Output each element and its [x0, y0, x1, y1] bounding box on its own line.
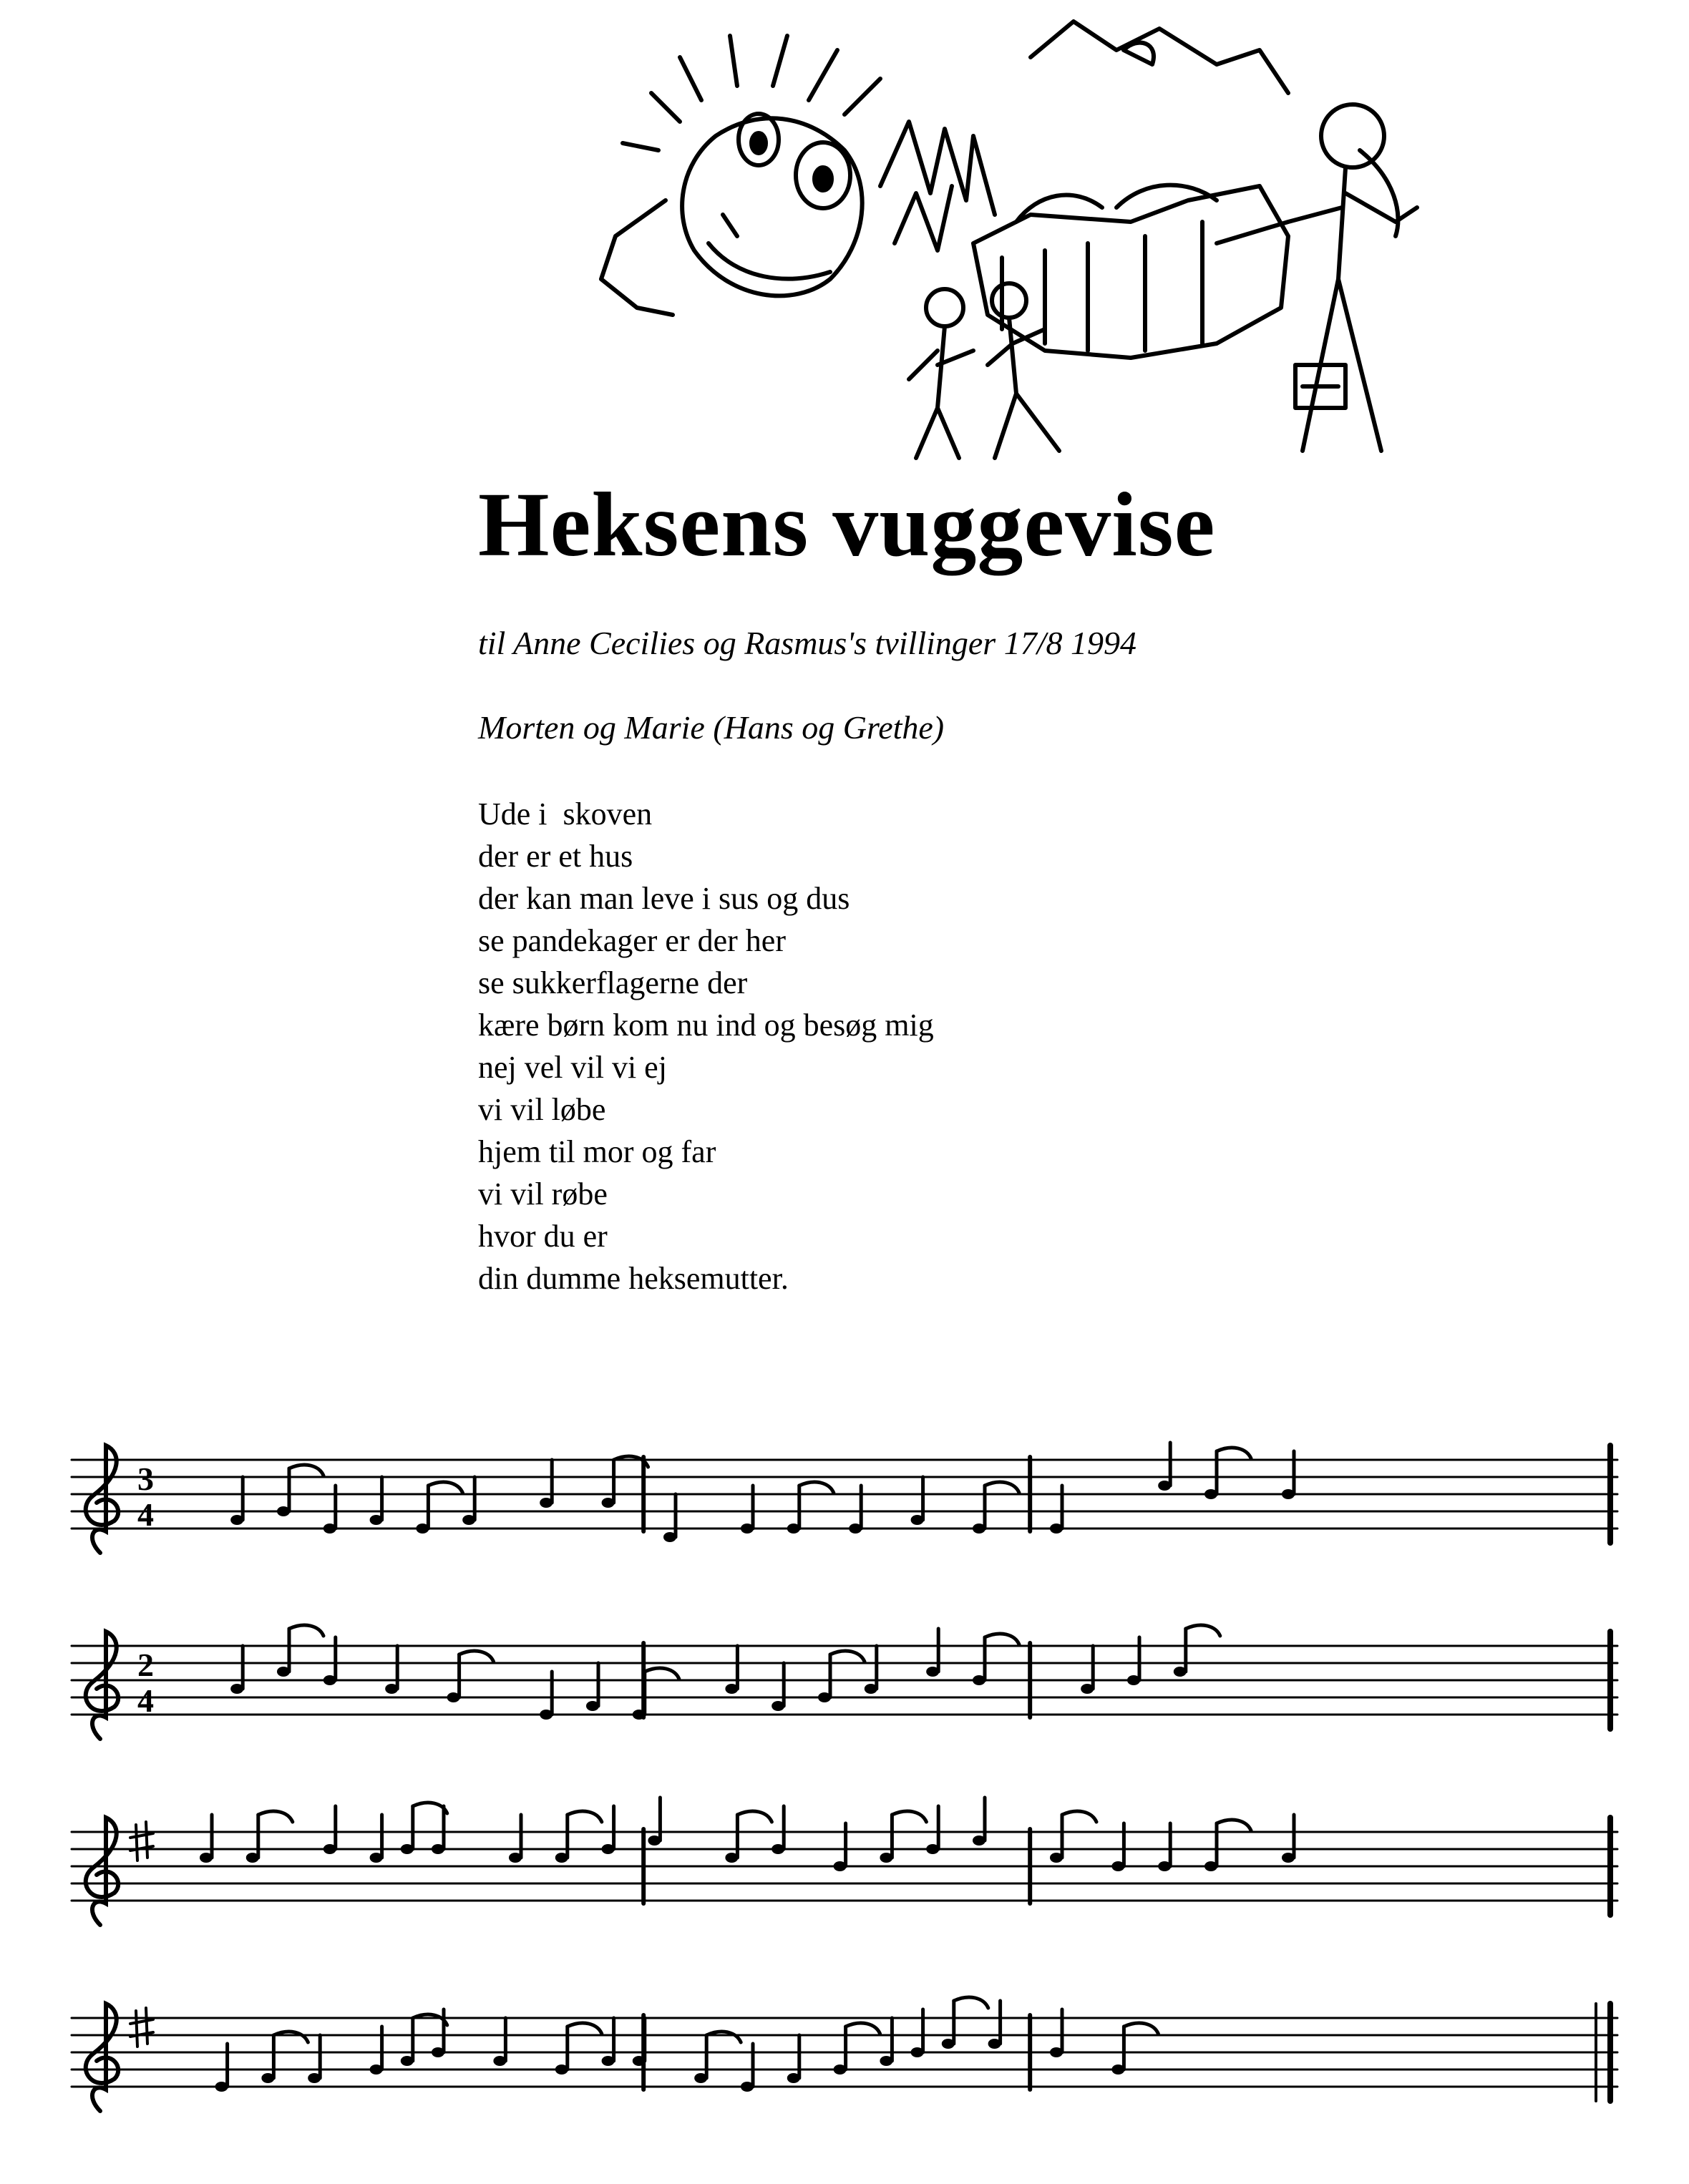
song-title: Heksens vuggevise: [478, 474, 1216, 575]
lyric-line: der kan man leve i sus og dus: [478, 881, 850, 916]
witch-mouth: [709, 243, 830, 279]
witch-figure: [1321, 104, 1384, 167]
treble-clef-icon: [86, 2004, 118, 2111]
house-drawing: [973, 186, 1288, 358]
note-beam: [459, 1651, 494, 1662]
note-beam: [737, 1811, 772, 1822]
lyric-line: din dumme heksemutter.: [478, 1261, 789, 1296]
note-beam: [1217, 1820, 1251, 1830]
lyric-line: der er et hus: [478, 839, 633, 874]
time-signature-top: 3: [137, 1461, 154, 1497]
sheet-music: [57, 1403, 1646, 2161]
note-beam: [645, 1668, 679, 1679]
note-beam: [568, 2023, 602, 2034]
note-beam: [985, 1634, 1019, 1644]
lyric-line: hvor du er: [478, 1219, 608, 1254]
note-beam: [954, 1997, 988, 2008]
note-beam: [830, 1651, 865, 1662]
note-beam: [428, 1482, 462, 1493]
note-beam: [1186, 1625, 1220, 1636]
lyric-line: kære børn kom nu ind og besøg mig: [478, 1008, 934, 1043]
time-signature-bottom: 4: [137, 1496, 154, 1533]
lyric-line: Ude i skoven: [478, 796, 653, 832]
note-beam: [273, 2032, 308, 2042]
note-beam: [892, 1811, 926, 1822]
song-dedication: til Anne Cecilies og Rasmus's tvillinger 17/8 1994: [478, 625, 1136, 661]
note-beam: [985, 1482, 1019, 1493]
note-beam: [289, 1465, 323, 1476]
note-beam: [258, 1811, 293, 1822]
child-figure-2: [992, 283, 1026, 318]
note-beam: [846, 2023, 880, 2034]
witch-hair: [623, 36, 880, 150]
lyric-line: se pandekager er der her: [478, 923, 786, 958]
note-beam: [289, 1625, 323, 1636]
child-figure-1: [926, 289, 963, 326]
lyrics-verse: [478, 793, 934, 1300]
note-beam: [1124, 2023, 1158, 2034]
lyric-line: hjem til mor og far: [478, 1134, 716, 1169]
key-signature-sharp-icon: [130, 1822, 153, 1861]
song-subtitle-children: Morten og Marie (Hans og Grethe): [478, 709, 945, 746]
time-signature-bottom: 4: [137, 1682, 154, 1719]
note-beam: [568, 1811, 602, 1822]
lyric-line: nej vel vil vi ej: [478, 1050, 667, 1085]
lyric-line: se sukkerflagerne der: [478, 965, 748, 1000]
treble-clef-icon: [86, 1632, 118, 1739]
note-beam: [1217, 1448, 1251, 1458]
lyric-line: vi vil røbe: [478, 1176, 608, 1212]
child-drawing-illustration: [573, 7, 1431, 472]
treble-clef-icon: [86, 1446, 118, 1553]
note-beam: [706, 2032, 741, 2042]
note-beam: [799, 1482, 834, 1493]
treble-clef-icon: [86, 1818, 118, 1925]
key-signature-sharp-icon: [130, 2008, 153, 2047]
time-signature-top: 2: [137, 1647, 154, 1683]
lyric-line: vi vil løbe: [478, 1092, 606, 1127]
note-beam: [1062, 1811, 1096, 1822]
